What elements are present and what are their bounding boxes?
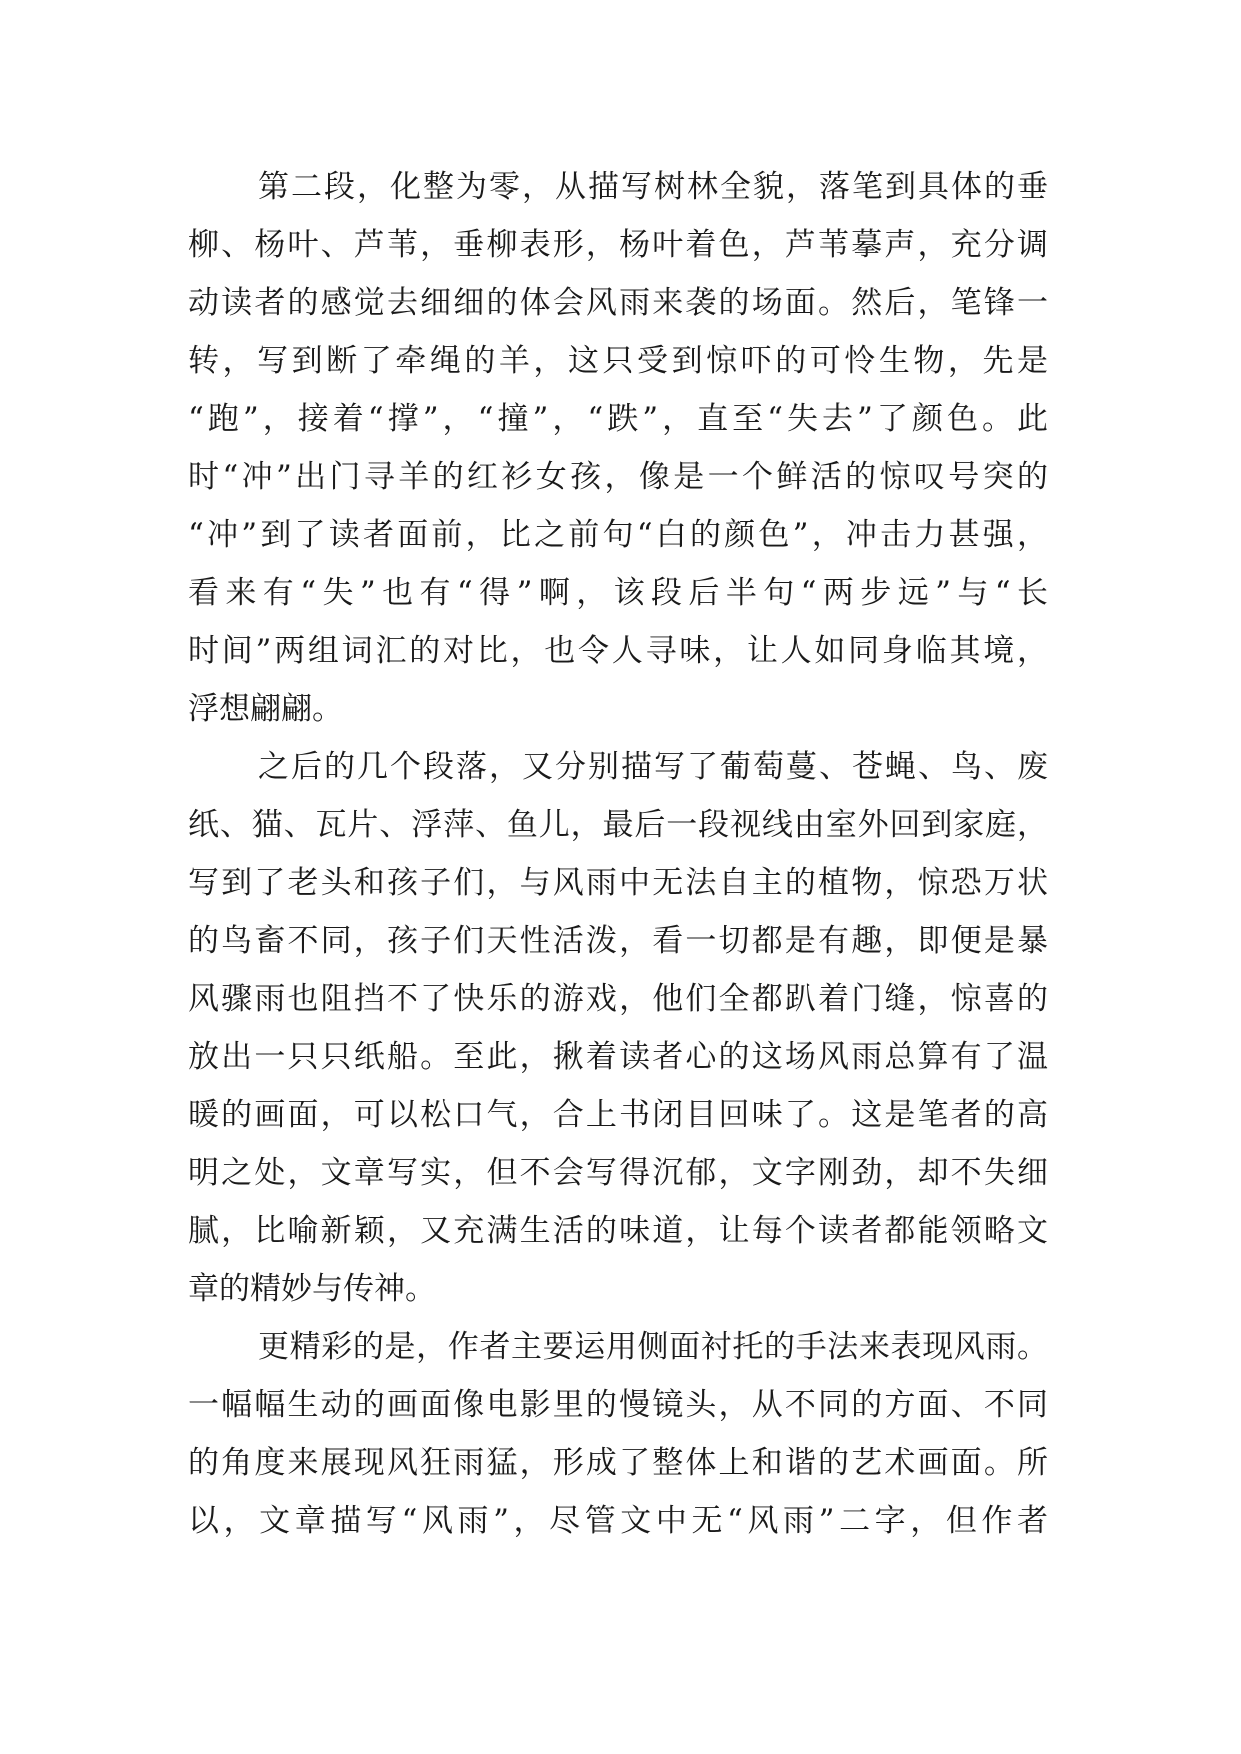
paragraph: [188, 1318, 1048, 1550]
paragraph: [188, 158, 1048, 738]
paragraph: [188, 738, 1048, 1318]
text-line: 看来有“失”也有“得”啊，该段后半句“两步远”与“长: [188, 575, 1048, 611]
text-line: 写到了老头和孩子们，与风雨中无法自主的植物，惊恐万状: [188, 865, 1048, 901]
text-line: 柳、杨叶、芦苇，垂柳表形，杨叶着色，芦苇摹声，充分调: [188, 227, 1048, 263]
text-line: 的角度来展现风狂雨猛，形成了整体上和谐的艺术画面。所: [188, 1445, 1048, 1481]
text-line: “冲”到了读者面前，比之前句“白的颜色”，冲击力甚强，: [188, 517, 1048, 553]
text-line: 放出一只只纸船。至此，揪着读者心的这场风雨总算有了温: [188, 1039, 1048, 1075]
text-line: 风骤雨也阻挡不了快乐的游戏，他们全都趴着门缝，惊喜的: [188, 981, 1048, 1017]
text-line: 腻，比喻新颖，又充满生活的味道，让每个读者都能领略文: [188, 1213, 1048, 1249]
text-line: 第二段，化整为零，从描写树林全貌，落笔到具体的垂: [258, 169, 1048, 205]
text-line: 明之处，文章写实，但不会写得沉郁，文字刚劲，却不失细: [188, 1155, 1048, 1191]
text-line: 纸、猫、瓦片、浮萍、鱼儿，最后一段视线由室外回到家庭，: [188, 807, 1048, 843]
text-line: 的鸟畜不同，孩子们天性活泼，看一切都是有趣，即便是暴: [188, 923, 1048, 959]
text-line: 更精彩的是，作者主要运用侧面衬托的手法来表现风雨。: [258, 1329, 1048, 1365]
document-body: [188, 158, 1048, 1550]
text-line: 转，写到断了牵绳的羊，这只受到惊吓的可怜生物，先是: [188, 343, 1048, 379]
text-line: 之后的几个段落，又分别描写了葡萄蔓、苍蝇、鸟、废: [258, 749, 1048, 785]
text-line: “跑”，接着“撑”，“撞”，“跌”，直至“失去”了颜色。此: [188, 401, 1048, 437]
text-line: 以，文章描写“风雨”，尽管文中无“风雨”二字，但作者: [188, 1503, 1048, 1539]
text-line: 一幅幅生动的画面像电影里的慢镜头，从不同的方面、不同: [188, 1387, 1048, 1423]
text-line: 暖的画面，可以松口气，合上书闭目回味了。这是笔者的高: [188, 1097, 1048, 1133]
text-line: 浮想翩翩。: [188, 691, 343, 727]
text-line: 动读者的感觉去细细的体会风雨来袭的场面。然后，笔锋一: [188, 285, 1048, 321]
text-line: 章的精妙与传神。: [188, 1271, 436, 1307]
text-line: 时间”两组词汇的对比，也令人寻味，让人如同身临其境，: [188, 633, 1048, 669]
text-line: 时“冲”出门寻羊的红衫女孩，像是一个鲜活的惊叹号突的: [188, 459, 1048, 495]
